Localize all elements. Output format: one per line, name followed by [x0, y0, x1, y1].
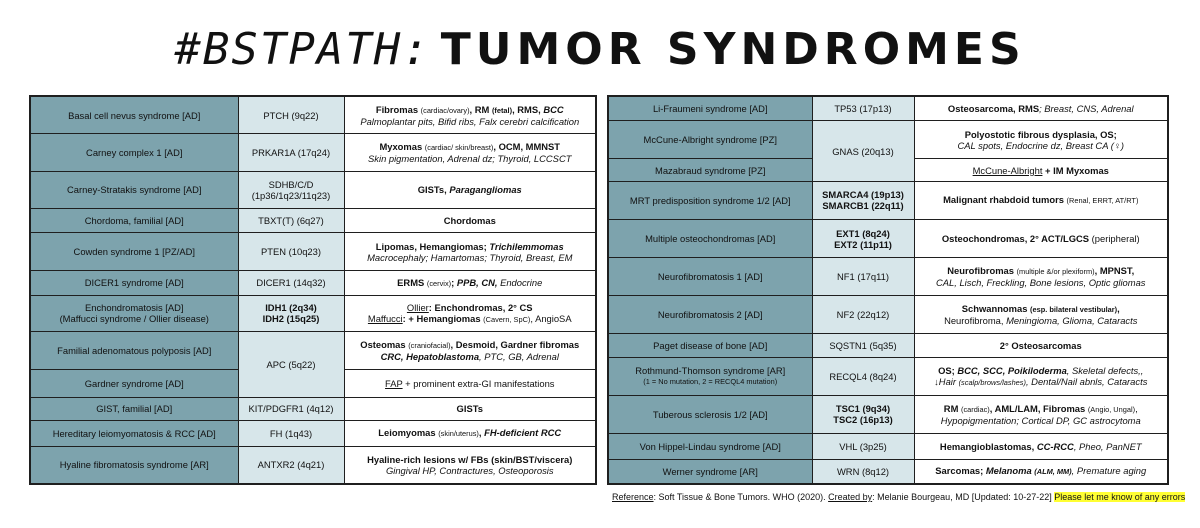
gene-cell: DICER1 (14q32) — [238, 271, 344, 296]
table-row — [30, 332, 596, 370]
features-cell: RM (cardiac), AML/LAM, Fibromas (Angio, Ungal), Hypopigmentation; Cortical DP, GC astrocytoma — [914, 395, 1168, 433]
syndrome-cell: Hyaline fibromatosis syndrome [AR] — [30, 446, 238, 484]
features-cell: Sarcomas; Melanoma (ALM, MM), Premature aging — [914, 459, 1168, 484]
features-cell: Hemangioblastomas, CC-RCC, Pheo, PanNET — [914, 434, 1168, 460]
gene-cell: APC (5q22) — [238, 332, 344, 397]
left-syndrome-table — [29, 95, 597, 485]
table-row — [608, 395, 1168, 433]
table-row — [30, 233, 596, 271]
syndrome-cell: Von Hippel-Lindau syndrome [AD] — [608, 434, 812, 460]
created-by-text: : Melanie Bourgeau, MD [Updated: 10-27-22] — [872, 492, 1055, 502]
gene-cell: SMARCA4 (19p13) SMARCB1 (22q11) — [812, 181, 914, 219]
syndrome-cell: Cowden syndrome 1 [PZ/AD] — [30, 233, 238, 271]
table-row — [30, 295, 596, 332]
syndrome-cell: GIST, familial [AD] — [30, 397, 238, 420]
table-row — [608, 121, 1168, 159]
features-cell: FAP + prominent extra-GI manifestations — [344, 370, 596, 398]
syndrome-cell: Familial adenomatous polyposis [AD] — [30, 332, 238, 370]
gene-cell: KIT/PDGFR1 (4q12) — [238, 397, 344, 420]
features-cell: Polyostotic fibrous dysplasia, OS; CAL spots, Endocrine dz, Breast CA (♀) — [914, 121, 1168, 159]
features-cell: Ollier: Enchondromas, 2° CS Maffucci: + Hemangiomas (Cavern, SpC), AngioSA — [344, 295, 596, 332]
table-row — [608, 96, 1168, 121]
created-by-label: Created by — [828, 492, 873, 502]
features-cell: Lipomas, Hemangiomas; Trichilemmomas Macrocephaly; Hamartomas; Thyroid, Breast, EM — [344, 233, 596, 271]
errors-note: Please let me know of any errors — [1054, 492, 1186, 502]
table-row — [30, 96, 596, 134]
table-row — [608, 296, 1168, 334]
gene-cell: IDH1 (2q34) IDH2 (15q25) — [238, 295, 344, 332]
table-row — [608, 357, 1168, 395]
syndrome-cell: MRT predisposition syndrome 1/2 [AD] — [608, 181, 812, 219]
gene-cell: WRN (8q12) — [812, 459, 914, 484]
reference-label: Reference — [612, 492, 654, 502]
reference-text: : Soft Tissue & Bone Tumors. WHO (2020). — [653, 492, 829, 502]
gene-cell: TP53 (17p13) — [812, 96, 914, 121]
features-cell: McCune-Albright + IM Myxomas — [914, 159, 1168, 182]
table-row — [30, 397, 596, 420]
syndrome-cell: Basal cell nevus syndrome [AD] — [30, 96, 238, 134]
syndrome-cell: Hereditary leiomyomatosis & RCC [AD] — [30, 421, 238, 447]
gene-cell: NF2 (22q12) — [812, 296, 914, 334]
syndrome-cell: Neurofibromatosis 2 [AD] — [608, 296, 812, 334]
gene-cell: PTCH (9q22) — [238, 96, 344, 134]
features-cell: Myxomas (cardiac/ skin/breast), OCM, MMNST Skin pigmentation, Adrenal dz; Thyroid, LCCSCT — [344, 134, 596, 172]
features-cell: OS; BCC, SCC, Poikiloderma, Skeletal defects,, ↓Hair (scalp/brows/lashes), Dental/Nail abnls, Cataracts — [914, 357, 1168, 395]
table-row — [30, 446, 596, 484]
gene-cell: RECQL4 (8q24) — [812, 357, 914, 395]
gene-cell: TBXT(T) (6q27) — [238, 208, 344, 233]
syndrome-cell: DICER1 syndrome [AD] — [30, 271, 238, 296]
gene-cell: TSC1 (9q34) TSC2 (16p13) — [812, 395, 914, 433]
features-cell: 2° Osteosarcomas — [914, 334, 1168, 358]
table-row — [30, 208, 596, 233]
gene-cell: GNAS (20q13) — [812, 121, 914, 182]
features-cell: Neurofibromas (multiple &/or plexiform), MPNST, CAL, Lisch, Freckling, Bone lesions, Optic gliomas — [914, 258, 1168, 296]
syndrome-cell: Multiple osteochondromas [AD] — [608, 219, 812, 257]
gene-cell: PRKAR1A (17q24) — [238, 134, 344, 172]
table-row — [608, 434, 1168, 460]
table-row — [30, 172, 596, 209]
table-row — [30, 134, 596, 172]
syndrome-cell: Li-Fraumeni syndrome [AD] — [608, 96, 812, 121]
syndrome-cell: Carney-Stratakis syndrome [AD] — [30, 172, 238, 209]
right-syndrome-table — [607, 95, 1169, 485]
table-row — [608, 181, 1168, 219]
syndrome-cell: Chordoma, familial [AD] — [30, 208, 238, 233]
syndrome-cell: Tuberous sclerosis 1/2 [AD] — [608, 395, 812, 433]
title-main: TUMOR SYNDROMES — [440, 24, 1026, 75]
syndrome-cell: Enchondromatosis [AD] (Maffucci syndrome / Ollier disease) — [30, 295, 238, 332]
features-cell: Osteochondromas, 2° ACT/LGCS (peripheral) — [914, 219, 1168, 257]
title-hashtag: #BSTPATH: — [174, 24, 431, 75]
features-cell: Osteomas (craniofacial), Desmoid, Gardner fibromas CRC, Hepatoblastoma, PTC, GB, Adrenal — [344, 332, 596, 370]
table-row — [608, 219, 1168, 257]
features-cell: Leiomyomas (skin/uterus), FH-deficient RCC — [344, 421, 596, 447]
features-cell: GISTs — [344, 397, 596, 420]
features-cell: ERMS (cervix); PPB, CN, Endocrine — [344, 271, 596, 296]
syndrome-cell: Mazabraud syndrome [PZ] — [608, 159, 812, 182]
gene-cell: SQSTN1 (5q35) — [812, 334, 914, 358]
gene-cell: PTEN (10q23) — [238, 233, 344, 271]
gene-cell: EXT1 (8q24) EXT2 (11p11) — [812, 219, 914, 257]
gene-cell: SDHB/C/D (1p36/1q23/11q23) — [238, 172, 344, 209]
features-cell: Schwannomas (esp. bilateral vestibular), Neurofibroma, Meningioma, Glioma, Cataracts — [914, 296, 1168, 334]
footer-credits — [612, 491, 1186, 503]
table-row — [608, 459, 1168, 484]
table-row — [608, 334, 1168, 358]
gene-cell: ANTXR2 (4q21) — [238, 446, 344, 484]
features-cell: Chordomas — [344, 208, 596, 233]
syndrome-cell: Gardner syndrome [AD] — [30, 370, 238, 398]
table-row — [30, 421, 596, 447]
page-title — [0, 22, 1200, 78]
syndrome-cell: Carney complex 1 [AD] — [30, 134, 238, 172]
table-row — [30, 271, 596, 296]
table-row — [608, 258, 1168, 296]
features-cell: GISTs, Paragangliomas — [344, 172, 596, 209]
gene-cell: VHL (3p25) — [812, 434, 914, 460]
features-cell: Malignant rhabdoid tumors (Renal, ERRT, AT/RT) — [914, 181, 1168, 219]
syndrome-cell: Rothmund-Thomson syndrome [AR] (1 = No mutation, 2 = RECQL4 mutation) — [608, 357, 812, 395]
gene-cell: FH (1q43) — [238, 421, 344, 447]
syndrome-cell: Neurofibromatosis 1 [AD] — [608, 258, 812, 296]
features-cell: Hyaline-rich lesions w/ FBs (skin/BST/viscera) Gingival HP, Contractures, Osteoporosis — [344, 446, 596, 484]
gene-cell: NF1 (17q11) — [812, 258, 914, 296]
syndrome-cell: Werner syndrome [AR] — [608, 459, 812, 484]
syndrome-cell: Paget disease of bone [AD] — [608, 334, 812, 358]
features-cell: Osteosarcoma, RMS; Breast, CNS, Adrenal — [914, 96, 1168, 121]
syndrome-cell: McCune-Albright syndrome [PZ] — [608, 121, 812, 159]
features-cell: Fibromas (cardiac/ovary), RM (fetal), RMS, BCC Palmoplantar pits, Bifid ribs, Falx cerebri calcification — [344, 96, 596, 134]
